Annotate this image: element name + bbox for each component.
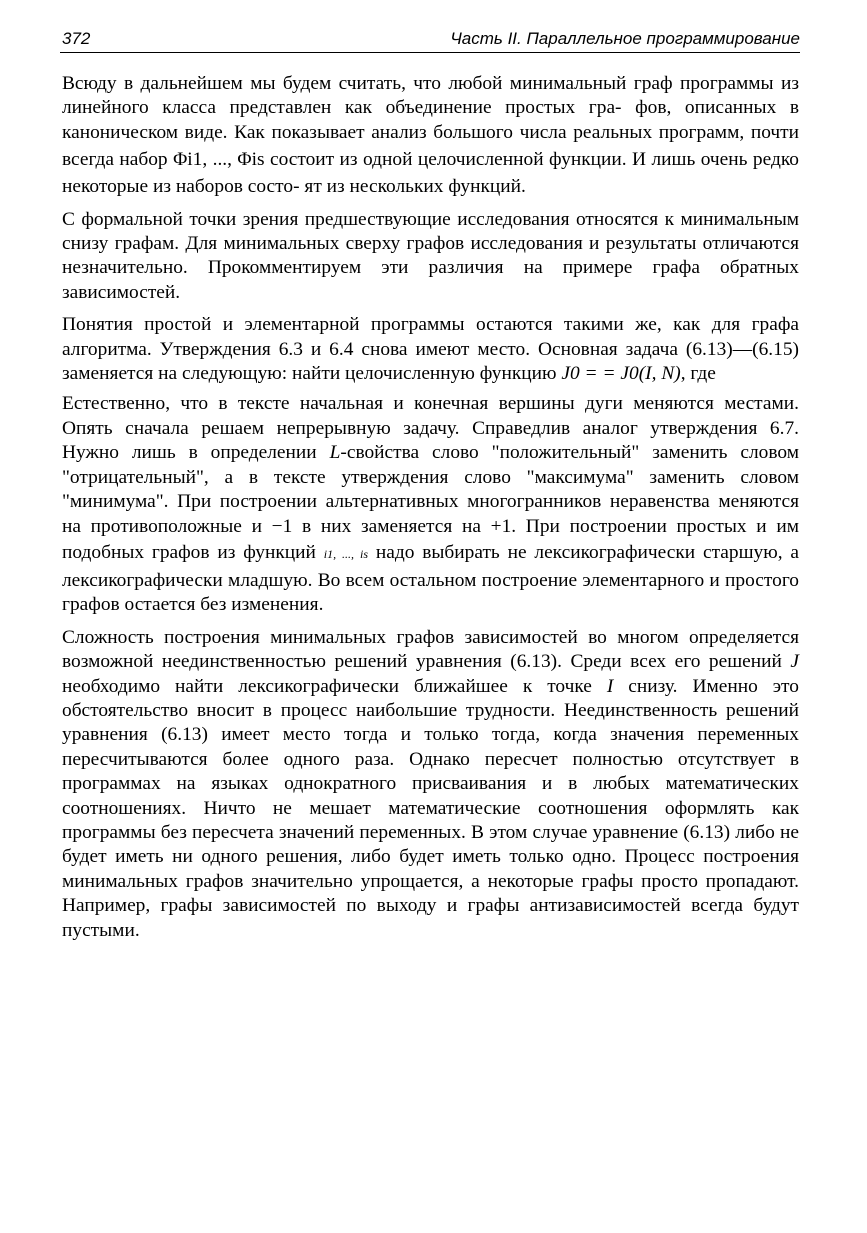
p4-text-c: надо выбирать не лексикографически старшую, а лексикографически младшую. Во всем остальном построение элементарного и простого графов остается без изменения. <box>62 541 799 616</box>
p1-line1: Всюду в дальнейшем мы будем считать, что любой минимальный граф <box>62 73 673 94</box>
paragraph-4 <box>62 392 799 617</box>
p1-line4-a: числа реальных программ, почти всегда набор <box>62 121 799 171</box>
p3-text-a: Понятия простой и элементарной программы остаются такими же, как для графа алгоритма. Утверждения 6.3 и 6.4 снова имеют место. Основная задача (6.13)—(6.15) заменяется на следующую: найти целочисленную функцию <box>62 314 799 385</box>
j-symbol: J <box>790 651 799 673</box>
i-symbol: I <box>606 675 614 697</box>
paragraph-1 <box>62 72 799 200</box>
running-header <box>60 26 800 53</box>
p5-text-c: снизу. Именно это обстоятельство вносит в процесс наибольшие трудности. Неединственность решений уравнения (6.13) имеет место тогда и только тогда, когда значения переменных пересчитываются более одного раза. Однако пересчет полностью отсутствует в программах на языках однократного присваивания и в любых математических соотношениях. Ничто не мешает математические соотношения оформлять как программы без пересчета значений переменных. В этом случае уравнение (6.13) либо не будет иметь ни одного решения, либо будет иметь только одно. Процесс построения минимальных графов значительно упрощается, а некоторые графы просто пропадают. Например, графы зависимостей по выходу и графы антизависимостей всегда будут пустыми. <box>62 675 799 941</box>
p1-line6: ят из нескольких функций. <box>304 176 526 198</box>
j0-formula-a: J0 = <box>561 363 598 385</box>
j0-formula-b: = J0(I, N) <box>602 363 681 385</box>
p5-text-a: Сложность построения минимальных графов зависимостей во многом определяется возможной неединственностью решений уравнения (6.13). Среди всех его решений <box>62 626 799 673</box>
paragraph-2: С формальной точки зрения предшествующие исследования относятся к минимальным снизу графам. Для минимальных сверху графов исследования и результаты отличаются незначительно. Прокомментируем эти различия на примере графа обратных зависимостей. <box>62 208 799 303</box>
phi-set-formula: Φi1, ..., Φis <box>173 149 265 171</box>
p1-line4-b: состоит из одной <box>269 149 413 171</box>
p4-text-a: Естественно, что в тексте начальная и конечная вершины дуги меняются местами. Опять сначала решаем непрерывную задачу. Справедлив аналог утверждения 6.7. Нужно лишь в определении <box>62 393 799 464</box>
p3-text-b: , где <box>680 363 716 385</box>
p4-text-b: -свойства слово "положительный" заменить словом "отрицательный", а в тексте утверждения слово "максимума" заменить словом "минимума". При построении альтернативных многогранников неравенства меняются на противоположные и −1 в них заменяется на +1. При построении простых и им подобных графов из функций <box>62 442 799 563</box>
section-title: Часть II. Параллельное программирование <box>450 29 800 48</box>
p1-line2: программы из линейного класса представлен как объединение простых гра- <box>62 73 799 119</box>
paragraph-5 <box>62 626 799 943</box>
function-index-formula: i1, ..., is <box>323 546 369 561</box>
p5-text-b: необходимо найти лексикографически ближайшее к точке <box>62 675 592 697</box>
p1-line3: фов, описанных в каноническом виде. Как показывает анализ большого <box>62 97 799 143</box>
l-property-symbol: L <box>329 442 341 464</box>
paragraph-3 <box>62 313 799 386</box>
page-number: 372 <box>62 29 91 48</box>
page-body <box>62 72 799 951</box>
p1-line5: целочисленной функции. И лишь очень редко некоторые из наборов состо- <box>62 149 799 198</box>
